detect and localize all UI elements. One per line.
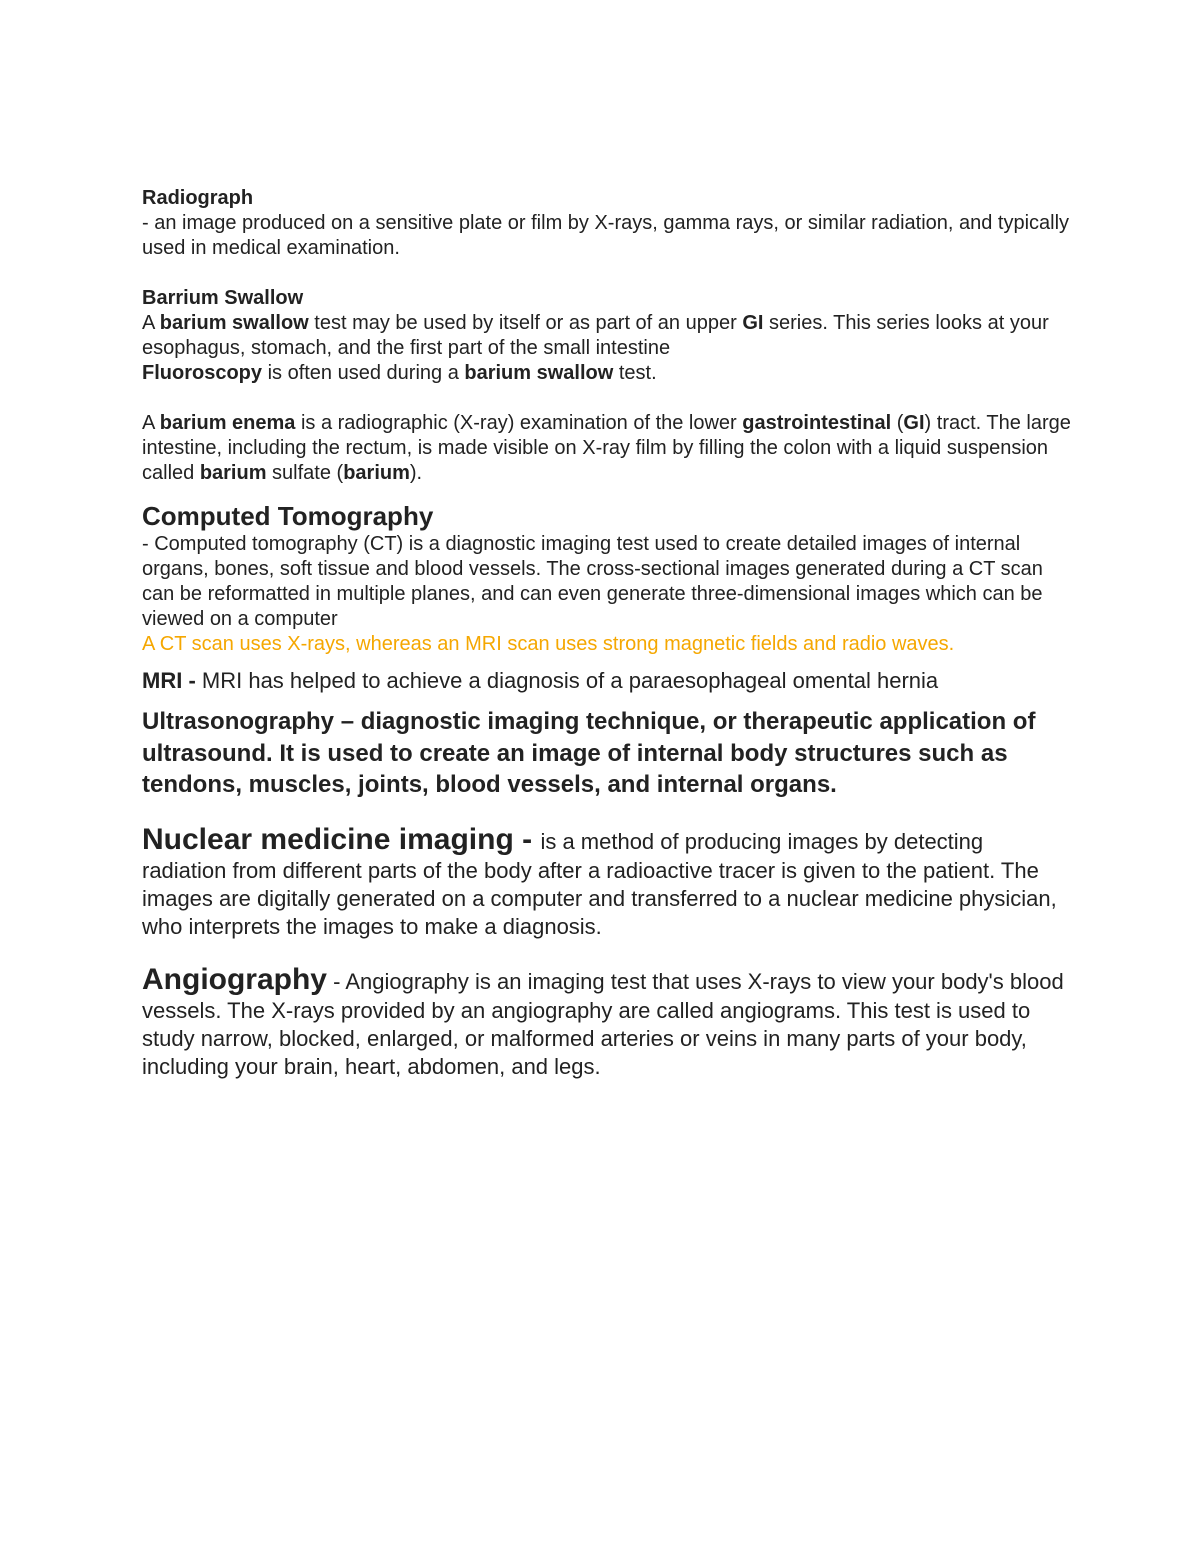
- angiography-paragraph: Angiography - Angiography is an imaging test that uses X-rays to view your body's blood vessels. The X-rays provided by an angiography are called angiograms. This test is used to study narrow, blocked, enlarged, or malformed arteries or veins in many parts of your body, including your brain, heart, abdomen, and legs.: [142, 962, 1064, 1079]
- ct-vs-mri-note: A CT scan uses X-rays, whereas an MRI scan uses strong magnetic fields and radio waves.: [142, 633, 955, 655]
- barium-enema-paragraph: A barium enema is a radiographic (X-ray) examination of the lower gastrointestinal (GI) tract. The large intestine, including the rectum, is made visible on X-ray film by filling the colon with a liquid suspension called barium sulfate (barium).: [142, 412, 1071, 484]
- nuclear-medicine-paragraph: Nuclear medicine imaging - is a method of producing images by detecting radiation from different parts of the body after a radioactive tracer is given to the patient. The images are digitally generated on a computer and transferred to a nuclear medicine physician, who interprets the images to make a diagnosis.: [142, 822, 1057, 939]
- nuclear-medicine-heading: Nuclear medicine imaging -: [142, 822, 541, 856]
- barium-swallow-heading: Barrium Swallow: [142, 287, 304, 309]
- document-page: [142, 186, 1072, 1081]
- fluoroscopy-paragraph: Fluoroscopy is often used during a barium swallow test.: [142, 362, 657, 384]
- mri-label: MRI -: [142, 668, 202, 693]
- barium-swallow-paragraph: A barium swallow test may be used by itself or as part of an upper GI series. This series looks at your esophagus, stomach, and the first part of the small intestine: [142, 312, 1049, 359]
- ct-definition: - Computed tomography (CT) is a diagnostic imaging test used to create detailed images of internal organs, bones, soft tissue and blood vessels. The cross-sectional images generated during a CT scan can be reformatted in multiple planes, and can even generate three-dimensional images which can be viewed on a computer: [142, 533, 1043, 630]
- angiography-heading: Angiography: [142, 962, 327, 996]
- radiograph-definition: - an image produced on a sensitive plate or film by X-rays, gamma rays, or similar radiation, and typically used in medical examination.: [142, 212, 1070, 259]
- mri-paragraph: MRI - MRI has helped to achieve a diagnosis of a paraesophageal omental hernia: [142, 668, 939, 693]
- radiograph-heading: Radiograph: [142, 187, 254, 209]
- ultrasonography-paragraph: Ultrasonography – diagnostic imaging technique, or therapeutic application of ultrasound. It is used to create an image of internal body structures such as tendons, muscles, joints, blood vessels, and internal organs.: [142, 708, 1036, 798]
- ct-heading: Computed Tomography: [142, 501, 434, 531]
